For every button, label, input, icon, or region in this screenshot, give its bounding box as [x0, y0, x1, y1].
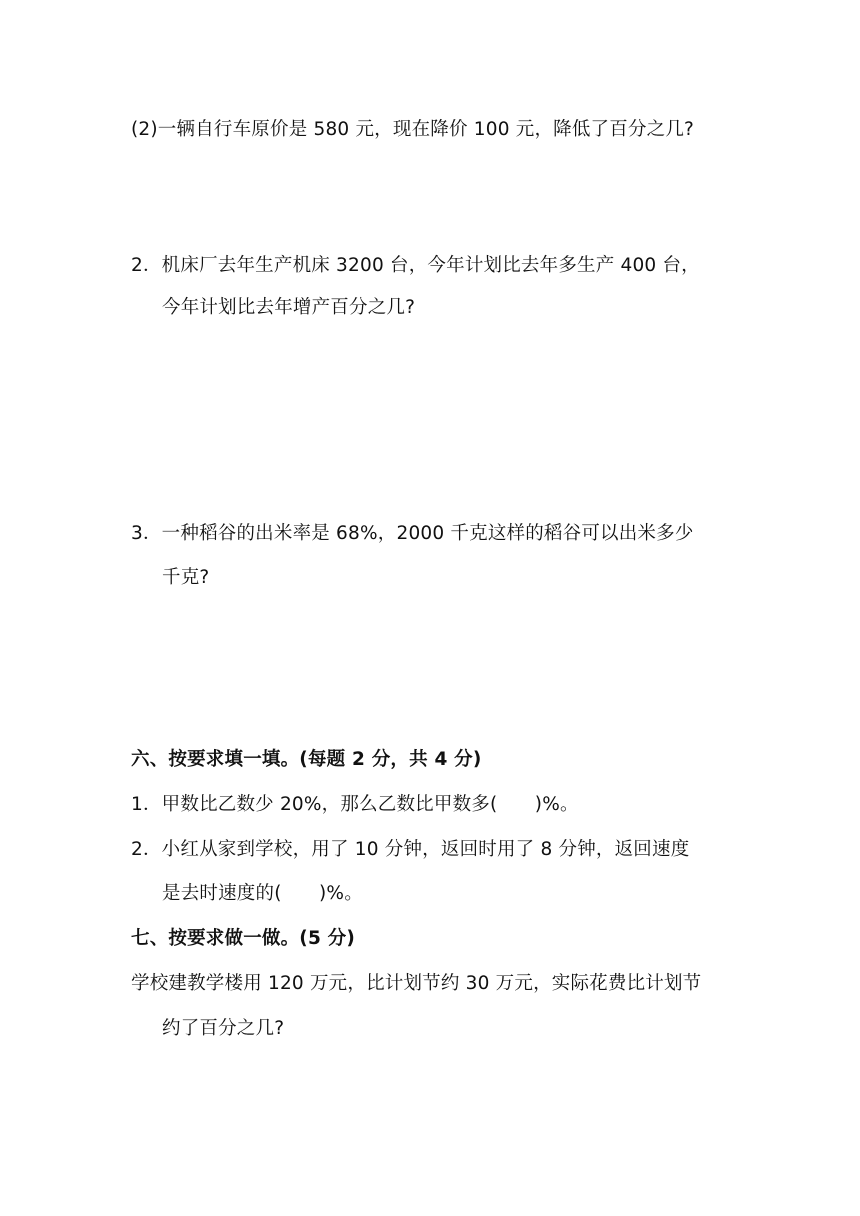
question-5-item-3-line-1: 3．一种稻谷的出米率是 68%，2000 千克这样的稻谷可以出米多少 [131, 523, 694, 544]
section-6-item-2-line-1: 2．小红从家到学校，用了 10 分钟，返回时用了 8 分钟，返回速度 [131, 839, 690, 860]
section-6-heading: 六、按要求填一填。(每题 2 分，共 4 分) [131, 749, 482, 770]
question-5-item-2-line-2: 今年计划比去年增产百分之几? [162, 297, 416, 318]
section-7-problem-line-2: 约了百分之几? [162, 1018, 285, 1039]
question-5-item-3-line-2: 千克? [162, 567, 210, 588]
section-7-problem-line-1: 学校建教学楼用 120 万元，比计划节约 30 万元，实际花费比计划节 [131, 973, 702, 994]
question-5-item-2-line-1: 2．机床厂去年生产机床 3200 台，今年计划比去年多生产 400 台， [131, 255, 700, 276]
section-6-item-2-line-2: 是去时速度的( )%。 [162, 883, 363, 904]
section-6-item-1: 1．甲数比乙数少 20%，那么乙数比甲数多( )%。 [131, 794, 579, 815]
question-5-part-2: (2)一辆自行车原价是 580 元，现在降价 100 元，降低了百分之几? [131, 119, 695, 140]
section-7-heading: 七、按要求做一做。(5 分) [131, 928, 356, 949]
